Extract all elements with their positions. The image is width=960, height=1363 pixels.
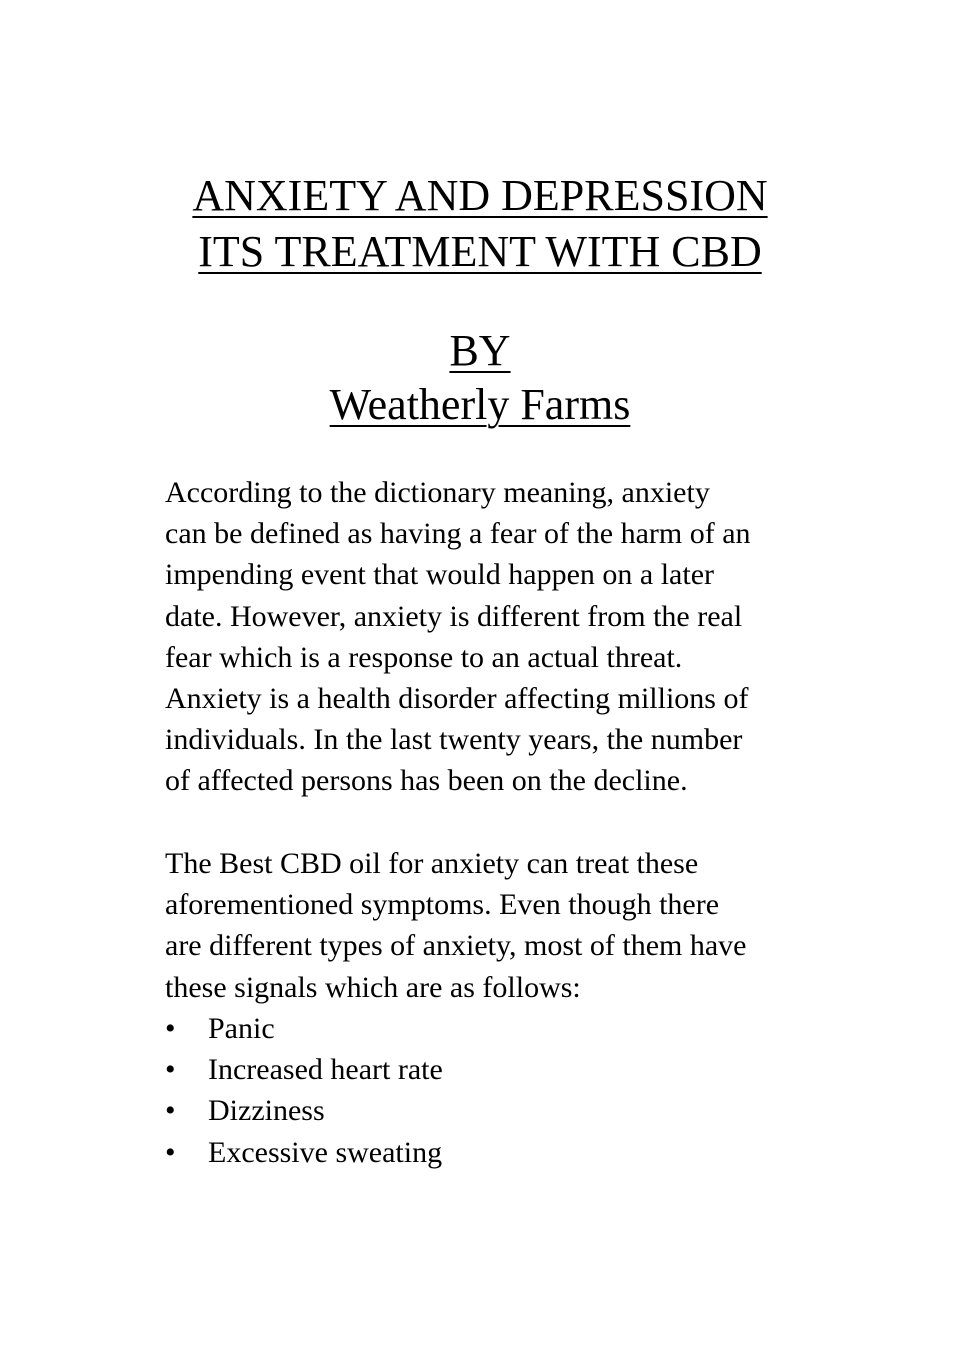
paragraph-2-line: are different types of anxiety, most of them have [165,929,747,963]
paragraph-1 [165,472,805,802]
by-line [0,324,960,378]
title-line-1 [0,168,960,224]
list-item-text: Dizziness [208,1094,325,1128]
document-title [0,168,960,280]
paragraph-2-line: aforementioned symptoms. Even though there [165,888,720,922]
title-line-2-text: ITS TREATMENT WITH CBD [198,227,762,276]
bullet-marker: • [165,1135,176,1169]
list-item [165,1132,805,1173]
author-block [0,324,960,432]
title-line-2 [0,224,960,280]
list-item-text: Panic [208,1012,275,1045]
paragraph-2-line: The Best CBD oil for anxiety can treat these [165,847,699,880]
paragraph-2-line: these signals which are as follows: [165,970,581,1004]
paragraph-1-line: impending event that would happen on a later [165,558,715,592]
symptom-list [165,1008,805,1173]
author-line [0,378,960,432]
by-label: BY [449,326,511,375]
paragraph-1-line: According to the dictionary meaning, anxiety [165,476,710,509]
paragraph-1-line: can be defined as having a fear of the harm of an [165,517,751,551]
list-item [165,1049,805,1090]
paragraph-2 [165,843,805,1008]
list-item-text: Excessive sweating [208,1135,443,1169]
list-item [165,1008,805,1049]
paragraph-1-line: Anxiety is a health disorder affecting millions of [165,681,749,715]
paragraph-1-line: of affected persons has been on the decline. [165,764,688,798]
author-name: Weatherly Farms [329,380,631,429]
paragraph-1-line: fear which is a response to an actual threat. [165,640,683,674]
paragraph-1-line: individuals. In the last twenty years, the number [165,723,743,757]
bullet-marker: • [165,1053,176,1087]
title-line-1-text: ANXIETY AND DEPRESSION [192,171,768,220]
list-item-text: Increased heart rate [208,1053,443,1087]
bullet-marker: • [165,1094,176,1128]
bullet-marker: • [165,1012,176,1045]
paragraph-1-line: date. However, anxiety is different from the real [165,599,743,633]
list-item [165,1090,805,1131]
